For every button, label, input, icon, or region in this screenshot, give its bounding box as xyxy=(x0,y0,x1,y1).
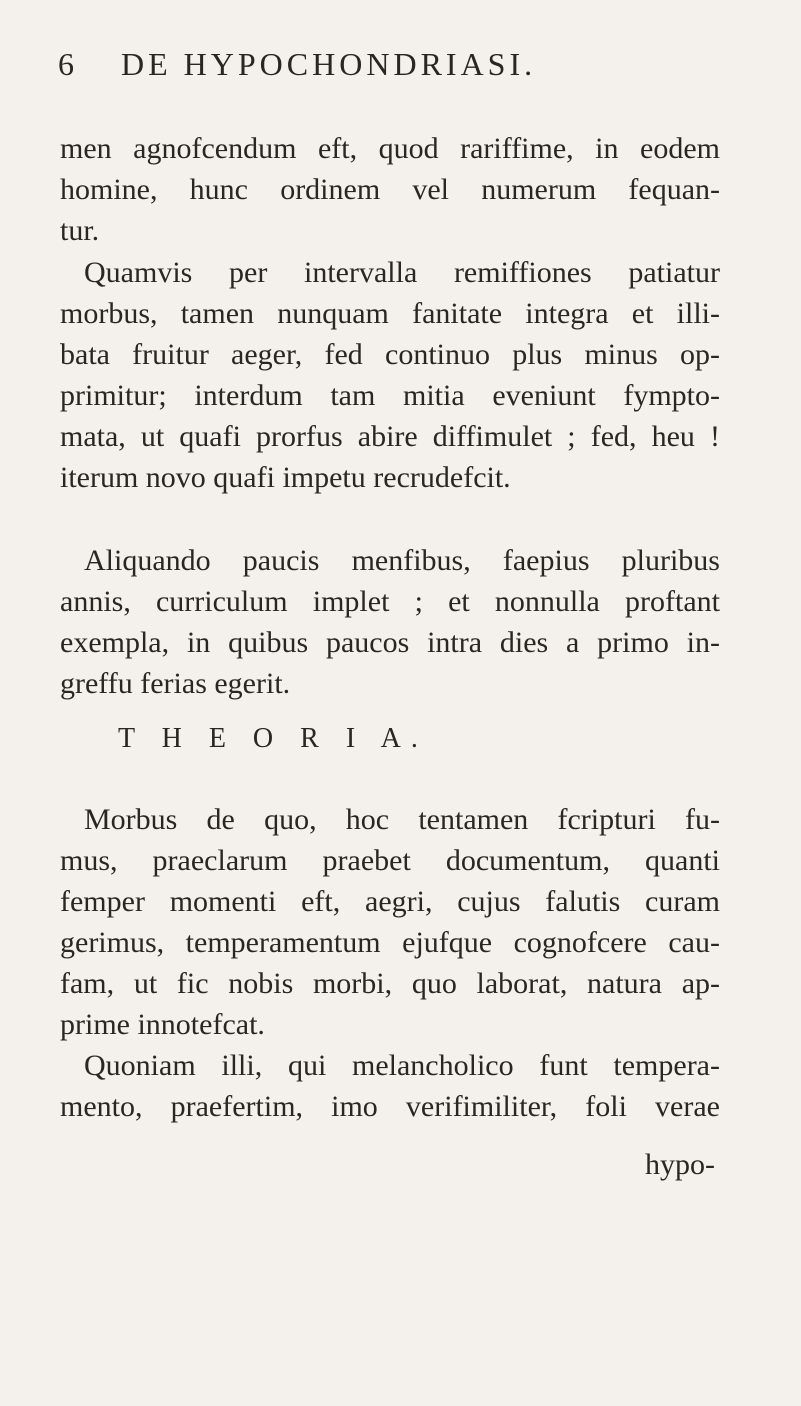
paragraph-5 xyxy=(60,1045,720,1127)
paragraph-3 xyxy=(60,540,720,704)
text-line: mus, praeclarum praebet documentum, quanti xyxy=(60,844,720,877)
paragraph-1 xyxy=(60,128,720,251)
text-line: bata fruitur aeger, fed continuo plus minus op- xyxy=(60,338,720,371)
text-line: men agnofcendum eft, quod rariffime, in eodem xyxy=(60,132,720,165)
text-line: femper momenti eft, aegri, cujus falutis curam xyxy=(60,885,720,918)
text-line: iterum novo quafi impetu recrudefcit. xyxy=(60,461,511,494)
text-line: Quoniam illi, qui melancholico funt tempera- xyxy=(84,1049,720,1082)
paragraph-2 xyxy=(60,252,720,498)
text-line: Quamvis per intervalla remiffiones patiatur xyxy=(84,256,720,289)
text-line: Morbus de quo, hoc tentamen fcripturi fu- xyxy=(84,803,720,836)
text-line: morbus, tamen nunquam fanitate integra et illi- xyxy=(60,297,720,330)
running-header xyxy=(58,44,536,84)
text-line: annis, curriculum implet ; et nonnulla proftant xyxy=(60,585,720,618)
text-line: fam, ut fic nobis morbi, quo laborat, natura ap- xyxy=(60,967,720,1000)
text-line: Aliquando paucis menfibus, faepius pluribus xyxy=(84,544,720,577)
catchword: hypo- xyxy=(645,1148,715,1181)
text-line: primitur; interdum tam mitia eveniunt fympto- xyxy=(60,379,720,412)
text-line: mata, ut quafi prorfus abire diffimulet ; fed, heu ! xyxy=(60,420,720,453)
text-line: homine, hunc ordinem vel numerum fequan- xyxy=(60,173,720,206)
text-line: exempla, in quibus paucos intra dies a primo in- xyxy=(60,626,720,659)
page-number: 6 xyxy=(58,46,77,82)
paragraph-4 xyxy=(60,799,720,1045)
text-line: mento, praefertim, imo verifimiliter, foli verae xyxy=(60,1090,720,1123)
text-line: prime innotefcat. xyxy=(60,1008,265,1041)
section-heading: T H E O R I A. xyxy=(118,723,428,754)
text-line: greffu ferias egerit. xyxy=(60,667,291,700)
text-line: tur. xyxy=(60,214,100,247)
text-line: gerimus, temperamentum ejufque cognofcere cau- xyxy=(60,926,720,959)
running-title: DE HYPOCHONDRIASI. xyxy=(121,46,537,82)
